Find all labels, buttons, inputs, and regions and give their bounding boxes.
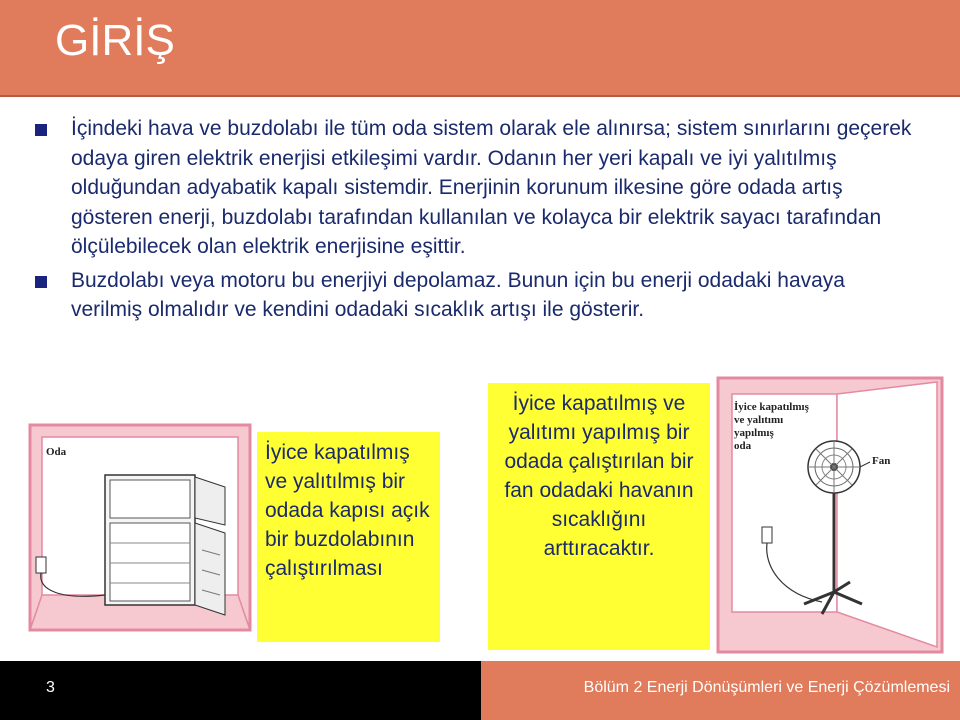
bullet-text: Buzdolabı veya motoru bu enerjiyi depolamaz. Bunun için bu enerji odadaki havaya verilmiş olmalıdır ve kendini odadaki sıcaklık artışı ile gösterir. bbox=[71, 268, 845, 321]
page-number: 3 bbox=[46, 679, 55, 696]
fan-room-illustration bbox=[712, 372, 948, 657]
refrigerator-caption: İyice kapatılmış ve yalıtılmış bir odada kapısı açık bir buzdolabının çalıştırılması bbox=[257, 432, 440, 642]
room-label-line1: İyice kapatılmış bbox=[734, 401, 809, 413]
fan-caption: İyice kapatılmış ve yalıtımı yapılmış bir odada çalıştırılan bir fan odadaki havanın sıcaklığını arttıracaktır. bbox=[488, 383, 710, 650]
bullet-list bbox=[35, 114, 915, 329]
room-label-line4: oda bbox=[734, 440, 752, 452]
square-bullet-icon bbox=[35, 276, 47, 288]
fan-label: Fan bbox=[872, 455, 891, 467]
slide-title: GİRİŞ bbox=[55, 16, 175, 65]
bullet-item bbox=[35, 114, 915, 262]
room-label-line2: ve yalıtımı bbox=[734, 414, 784, 426]
footer-left bbox=[0, 661, 481, 720]
room-label-line3: yapılmış bbox=[734, 427, 774, 439]
title-bar bbox=[0, 0, 960, 97]
chapter-title: Bölüm 2 Enerji Dönüşümleri ve Enerji Çözümlemesi bbox=[583, 679, 950, 696]
bullet-item bbox=[35, 266, 915, 325]
footer bbox=[0, 661, 960, 720]
footer-right bbox=[481, 661, 960, 720]
square-bullet-icon bbox=[35, 124, 47, 136]
room-label: Oda bbox=[46, 446, 67, 458]
refrigerator-room-illustration bbox=[20, 415, 260, 640]
bullet-text: İçindeki hava ve buzdolabı ile tüm oda sistem olarak ele alınırsa; sistem sınırlarını geçerek odaya giren elektrik enerjisi etkileşimi vardır. Odanın her yeri kapalı ve iyi yalıtılmış olduğundan adyabatik kapalı sistemdir. Enerjinin korunum ilkesine göre odada artış gösteren enerji, buzdolabı tarafından kullanılan ve kolayca bir elektrik sayacı tarafından ölçülebilecek olan elektrik enerjisine eşittir. bbox=[71, 117, 912, 258]
